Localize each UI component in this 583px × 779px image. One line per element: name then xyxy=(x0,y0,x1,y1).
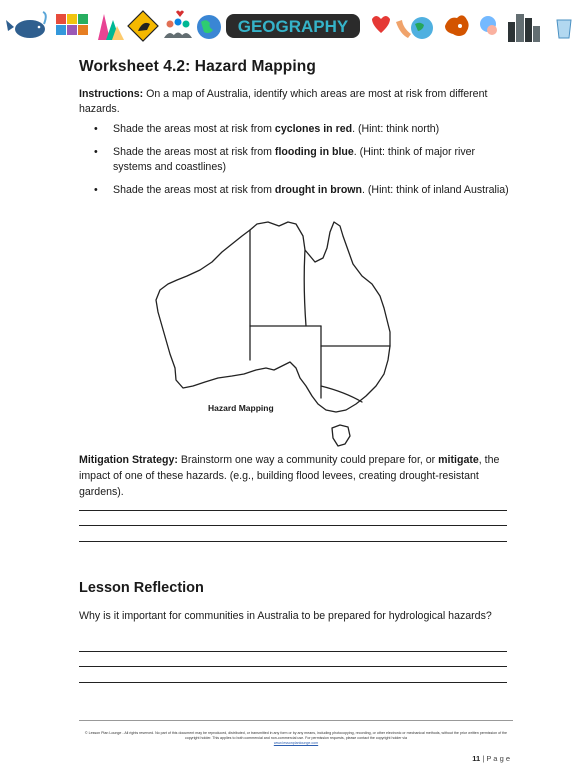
answer-line[interactable] xyxy=(79,510,507,511)
gems-icon xyxy=(56,14,88,35)
answer-line[interactable] xyxy=(79,541,507,542)
header-banner xyxy=(0,0,583,50)
answer-line[interactable] xyxy=(79,666,507,667)
heart-icon xyxy=(372,16,390,33)
footer-divider xyxy=(79,720,513,721)
cup-icon xyxy=(557,20,571,38)
whale-icon xyxy=(6,12,46,38)
page-number: 11 | P a g e xyxy=(472,754,510,763)
australia-coastline xyxy=(156,222,390,412)
tasmania xyxy=(332,425,350,446)
copyright-text: © Lesson Plan Lounge - All rights reserved. No part of this document may be reproduced, distributed, or transmitted in any form or by any means, including photocopying, recording, or other electronic or mechanical methods, without the prior written permission of the copyright holder. This applies to both commercial and non-commercial use. For permission requests, please contact the copyright holder via xyxy=(84,731,508,741)
list-item: • Shade the areas most at risk from flooding in blue. (Hint: think of major river systems and coastlines) xyxy=(94,146,476,173)
crystals-icon xyxy=(98,14,124,40)
kangaroo-sign-icon xyxy=(128,11,158,41)
answer-line[interactable] xyxy=(79,682,507,683)
city-icon xyxy=(508,14,540,42)
nt-qld-border xyxy=(304,250,306,326)
nsw-vic-border xyxy=(321,386,362,402)
community-icon xyxy=(164,11,192,39)
answer-line[interactable] xyxy=(79,651,507,652)
reflection-question: Why is it important for communities in Australia to be prepared for hydrological hazards? xyxy=(79,610,492,622)
list-item: • Shade the areas most at risk from cyclones in red. (Hint: think north) xyxy=(94,123,440,135)
earth-icon xyxy=(411,17,433,39)
answer-line[interactable] xyxy=(79,525,507,526)
australia-outline-map xyxy=(150,218,400,450)
hazard-task-list xyxy=(79,122,509,206)
list-item: • Shade the areas most at risk from drought in brown. (Hint: think of inland Australia) xyxy=(94,184,509,196)
website-link[interactable]: www.lessonplanlounge.com xyxy=(273,741,319,746)
copyright-footer xyxy=(80,731,512,747)
map-label: Hazard Mapping xyxy=(208,403,274,413)
instructions-text: On a map of Australia, identify which areas are most at risk from different hazards. xyxy=(79,88,488,115)
instructions-label: Instructions: xyxy=(79,88,144,100)
people-icon xyxy=(480,16,497,35)
instructions xyxy=(79,87,499,117)
australia-map-icon xyxy=(445,15,469,36)
svg-text:GEOGRAPHY: GEOGRAPHY xyxy=(237,17,349,36)
worksheet-title: Worksheet 4.2: Hazard Mapping xyxy=(79,58,316,75)
lesson-reflection-title: Lesson Reflection xyxy=(79,580,204,596)
mitigation-label: Mitigation Strategy: xyxy=(79,454,178,466)
mitigation-strategy: Mitigation Strategy: Brainstorm one way a community could prepare for, or mitigate, the impact of one of these hazards. (e.g., building flood levees, creating drought-resistant gardens). xyxy=(79,454,500,498)
globe-icon xyxy=(197,15,221,39)
geography-title xyxy=(226,14,360,38)
